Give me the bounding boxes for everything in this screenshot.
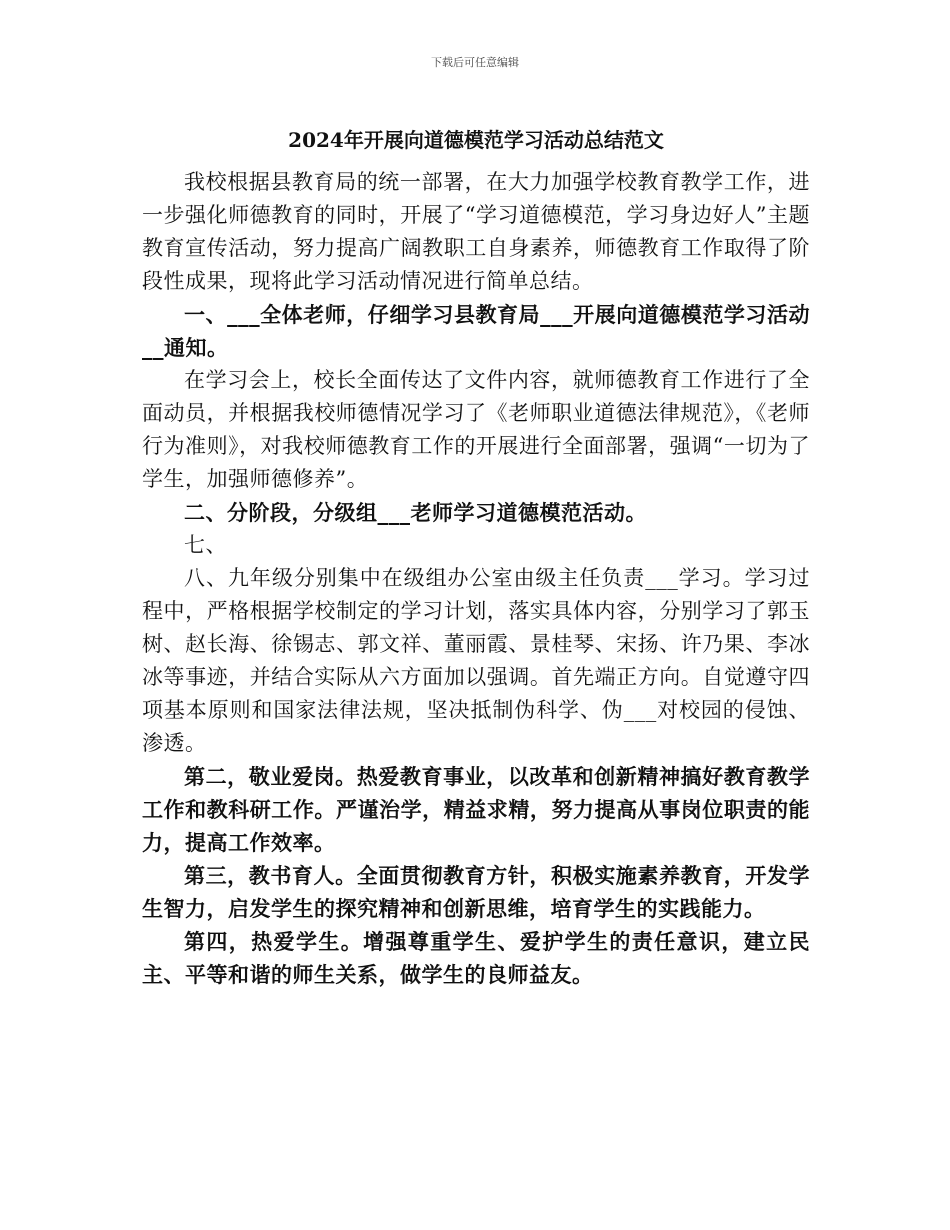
paragraph-seven: 七、 [184, 533, 227, 557]
paragraph-intro: 我校根据县教育局的统一部署，在大力加强学校教育教学工作，进一步强化师德教育的同时，开展了“学习道德模范，学习身边好人”主题教育宣传活动，努力提高广阔教职工自身素养，师德教育工作取得了阶段性成果，现将此学习活动情况进行简单总结。 [142, 170, 810, 293]
paragraph-second-point: 第二，敬业爱岗。热爱教育事业，以改革和创新精神搞好教育教学工作和教科研工作。严谨治学，精益求精，努力提高从事岗位职责的能力，提高工作效率。 [142, 764, 810, 855]
header-note: 下载后可任意编辑 [431, 56, 519, 69]
section-heading-1: 一、___全体老师，仔细学习县教育局___开展向道德模范学习活动__通知。 [142, 302, 810, 360]
section-heading-2: 二、分阶段，分级组___老师学习道德模范活动。 [184, 500, 647, 525]
paragraph-meeting: 在学习会上，校长全面传达了文件内容，就师德教育工作进行了全面动员，并根据我校师德情况学习了《老师职业道德法律规范》，《老师行为准则》，对我校师德教育工作的开展进行全面部署，强调“一切为了学生，加强师德修养”。 [142, 368, 810, 491]
document-title: 2024年开展向道德模范学习活动总结范文 [288, 128, 664, 152]
paragraph-third-point: 第三，教书育人。全面贯彻教育方针，积极实施素养教育，开发学生智力，启发学生的探究精神和创新思维，培育学生的实践能力。 [142, 863, 810, 921]
paragraph-fourth-point: 第四，热爱学生。增强尊重学生、爱护学生的责任意识，建立民主、平等和谐的师生关系，做学生的良师益友。 [142, 929, 810, 987]
document-body [142, 120, 810, 991]
paragraph-study-process: 八、九年级分别集中在级组办公室由级主任负责___学习。学习过程中，严格根据学校制定的学习计划，落实具体内容，分别学习了郭玉树、赵长海、徐锡志、郭文祥、董丽霞、景桂琴、宋扬、许乃果、李冰冰等事迹，并结合实际从六方面加以强调。首先端正方向。自觉遵守四项基本原则和国家法律法规，坚决抵制伪科学、伪___对校园的侵蚀、渗透。 [142, 566, 810, 755]
